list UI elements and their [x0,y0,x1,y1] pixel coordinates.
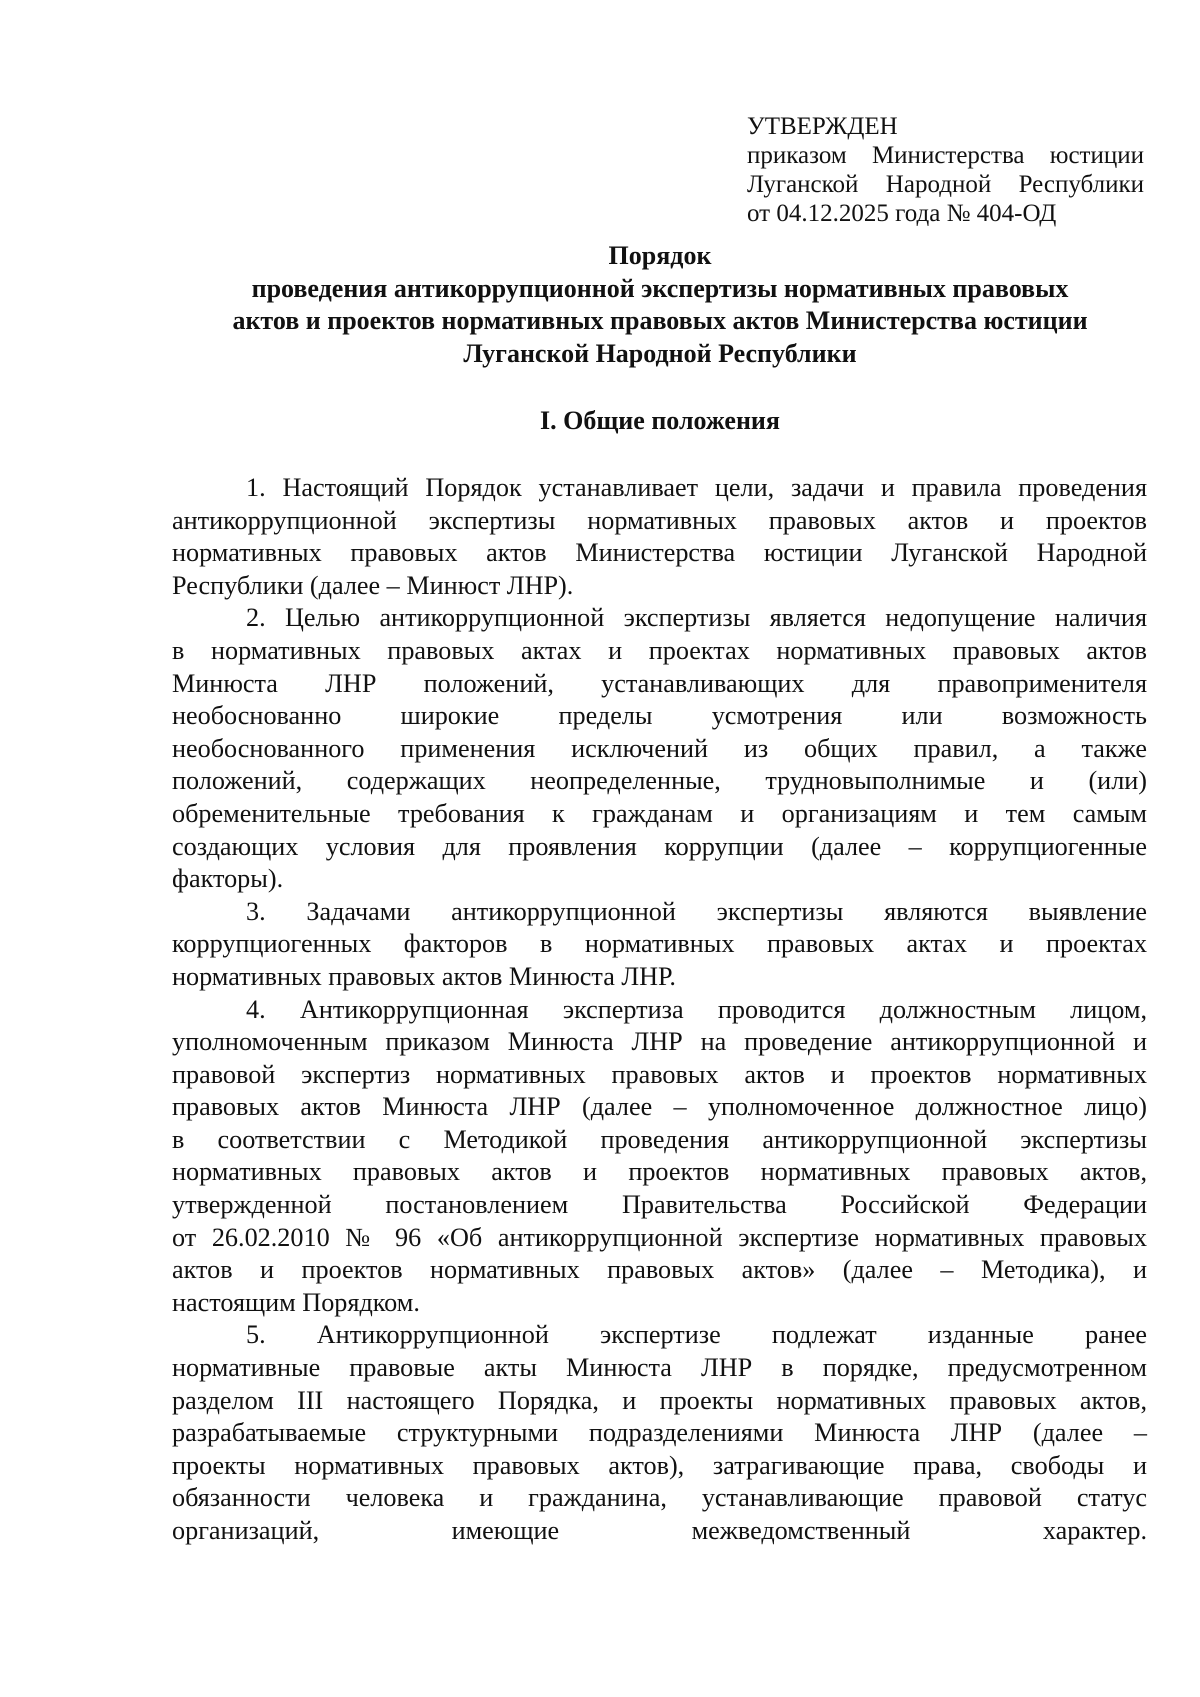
section-heading: I. Общие положения [540,406,780,435]
paragraph-line: уполномоченным приказом Минюста ЛНР на проведение антикоррупционной и [172,1027,1147,1057]
paragraph-line: 2. Целью антикоррупционной экспертизы является недопущение наличия [246,603,1147,633]
paragraph-line: создающих условия для проявления коррупции (далее – коррупциогенные [172,831,1147,861]
paragraph-line: настоящим Порядком. [172,1287,420,1317]
paragraph-line: проекты нормативных правовых актов), затрагивающие права, свободы и [172,1450,1147,1480]
title-line: проведения антикоррупционной экспертизы нормативных правовых [251,273,1069,303]
paragraph-line: от 26.02.2010 № 96 «Об антикоррупционной экспертизе нормативных правовых [172,1222,1147,1252]
paragraph-line: в нормативных правовых актах и проектах нормативных правовых актов [172,635,1147,665]
title-line: Луганской Народной Республики [463,338,857,368]
paragraph-line: факторы). [172,864,284,894]
paragraph [172,1319,1147,1547]
approval-line: от 04.12.2025 года № 404-ОД [747,200,1057,227]
title-line: Порядок [608,241,712,270]
paragraph-line: актов и проектов нормативных правовых актов» (далее – Методика), и [172,1255,1147,1285]
paragraph-line: организаций, имеющие межведомственный характер. [172,1516,1147,1545]
paragraph-line: коррупциогенных факторов в нормативных правовых актах и проектах [172,929,1147,959]
paragraph-line: 5. Антикоррупционной экспертизе подлежат изданные ранее [246,1320,1147,1350]
paragraph-line: разделом III настоящего Порядка, и проекты нормативных правовых актов, [172,1385,1147,1415]
paragraph-line: обременительные требования к гражданам и организациям и тем самым [172,798,1147,828]
paragraph [172,472,1147,602]
approval-line: Луганской Народной Республики [747,171,1144,198]
paragraph-line: необоснованного применения исключений из общих правил, а также [172,733,1147,763]
paragraph-line: правовой экспертиз нормативных правовых актов и проектов нормативных [172,1059,1147,1089]
paragraph [172,602,1147,895]
paragraph-line: нормативных правовых актов Министерства юстиции Луганской Народной [172,538,1147,568]
paragraph-line: Минюста ЛНР положений, устанавливающих для правоприменителя [172,668,1147,698]
paragraph-line: 4. Антикоррупционная экспертиза проводится должностным лицом, [246,994,1147,1024]
approval-line: УТВЕРЖДЕН [747,113,898,140]
paragraph [172,896,1147,994]
paragraph-line: антикоррупционной экспертизы нормативных правовых актов и проектов [172,505,1147,535]
paragraph-line: положений, содержащих неопределенные, трудновыполнимые и (или) [172,766,1147,796]
paragraph-line: нормативные правовые акты Минюста ЛНР в порядке, предусмотренном [172,1353,1147,1383]
approval-line: приказом Министерства юстиции [747,142,1144,169]
paragraph-line: нормативных правовых актов Минюста ЛНР. [172,961,676,991]
title-line: актов и проектов нормативных правовых актов Министерства юстиции [232,306,1088,335]
paragraph-line: Республики (далее – Минюст ЛНР). [172,570,574,600]
paragraph-line: нормативных правовых актов и проектов нормативных правовых актов, [172,1157,1147,1187]
approval-stamp [747,112,1144,228]
paragraph-line: в соответствии с Методикой проведения антикоррупционной экспертизы [172,1124,1147,1154]
paragraph-line: необоснованно широкие пределы усмотрения или возможность [172,701,1147,731]
document-body [172,472,1147,1548]
paragraph-line: правовых актов Минюста ЛНР (далее – уполномоченное должностное лицо) [172,1092,1147,1122]
paragraph-line: 3. Задачами антикоррупционной экспертизы являются выявление [246,896,1147,926]
paragraph-line: разрабатываемые структурными подразделениями Минюста ЛНР (далее – [172,1418,1147,1448]
paragraph-line: 1. Настоящий Порядок устанавливает цели, задачи и правила проведения [246,473,1147,502]
paragraph [172,994,1147,1320]
paragraph-line: утвержденной постановлением Правительства Российской Федерации [172,1190,1147,1220]
paragraph-line: обязанности человека и гражданина, устанавливающие правовой статус [172,1483,1147,1513]
document-title [150,240,1170,370]
